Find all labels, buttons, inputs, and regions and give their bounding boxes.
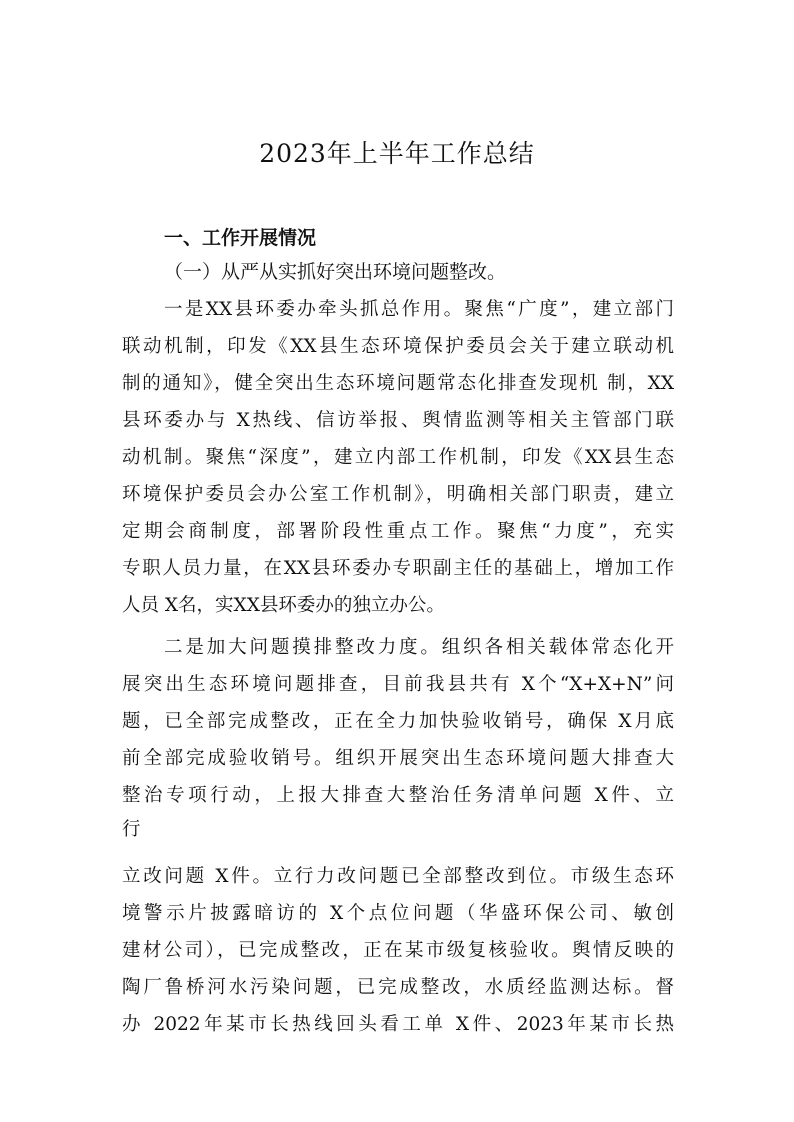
- paragraph2-line: 二是加大问题摸排整改力度。组织各相关载体常态化开: [164, 637, 674, 658]
- paragraph2-line: 整治专项行动，上报大排查大整治任务清单问题 X件、立: [122, 785, 674, 806]
- paragraph1-line: 制的通知》，健全突出生态环境问题常态化排查发现机 制，XX: [122, 373, 674, 394]
- paragraph2-line: 境警示片披露暗访的 X个点位问题（华盛环保公司、敏创: [122, 903, 674, 924]
- subsection-heading: （一）从严从实抓好突出环境问题整改。: [164, 261, 507, 283]
- paragraph1-line: 动机制。聚焦“深度”，建立内部工作机制，印发《XX县生态: [122, 447, 674, 468]
- paragraph2-line: 前全部完成验收销号。组织开展突出生态环境问题大排查大: [122, 748, 674, 769]
- paragraph2-line: 办 2022年某市长热线回头看工单 X件、2023年某市长热: [122, 1014, 674, 1035]
- paragraph1-line: 环境保护委员会办公室工作机制》，明确相关部门职责，建立: [122, 484, 674, 505]
- paragraph2-line: 题，已全部完成整改，正在全力加快验收销号，确保 X月底: [122, 711, 674, 732]
- paragraph1-line: 人员 X名，实XX县环委办的独立办公。: [122, 595, 445, 616]
- paragraph1-line: 定期会商制度，部署阶段性重点工作。聚焦“力度”，充实: [122, 521, 674, 542]
- paragraph2-line: 陶厂鲁桥河水污染问题，已完成整改，水质经监测达标。督: [122, 977, 674, 998]
- paragraph1-line: 专职人员力量，在XX县环委办专职副主任的基础上，增加工作: [122, 558, 674, 579]
- paragraph1-line: 联动机制，印发《XX县生态环境保护委员会关于建立联动机: [122, 336, 674, 357]
- paragraph2-line: 建材公司），已完成整改，正在某市级复核验收。舆情反映的: [122, 940, 674, 961]
- document-title: 2023年上半年工作总结: [259, 139, 535, 168]
- paragraph2-line: 展突出生态环境问题排查，目前我县共有 X个“X+X+N”问: [122, 674, 674, 695]
- section-heading: 一、工作开展情况: [164, 227, 317, 249]
- paragraph2-line: 立改问题 X件。立行力改问题已全部整改到位。市级生态环: [122, 866, 674, 887]
- paragraph1-line: 县环委办与 X热线、信访举报、舆情监测等相关主管部门联: [122, 410, 674, 431]
- paragraph1-line: 一是XX县环委办牵头抓总作用。聚焦“广度”，建立部门: [164, 299, 674, 320]
- paragraph2-line: 行: [122, 819, 141, 840]
